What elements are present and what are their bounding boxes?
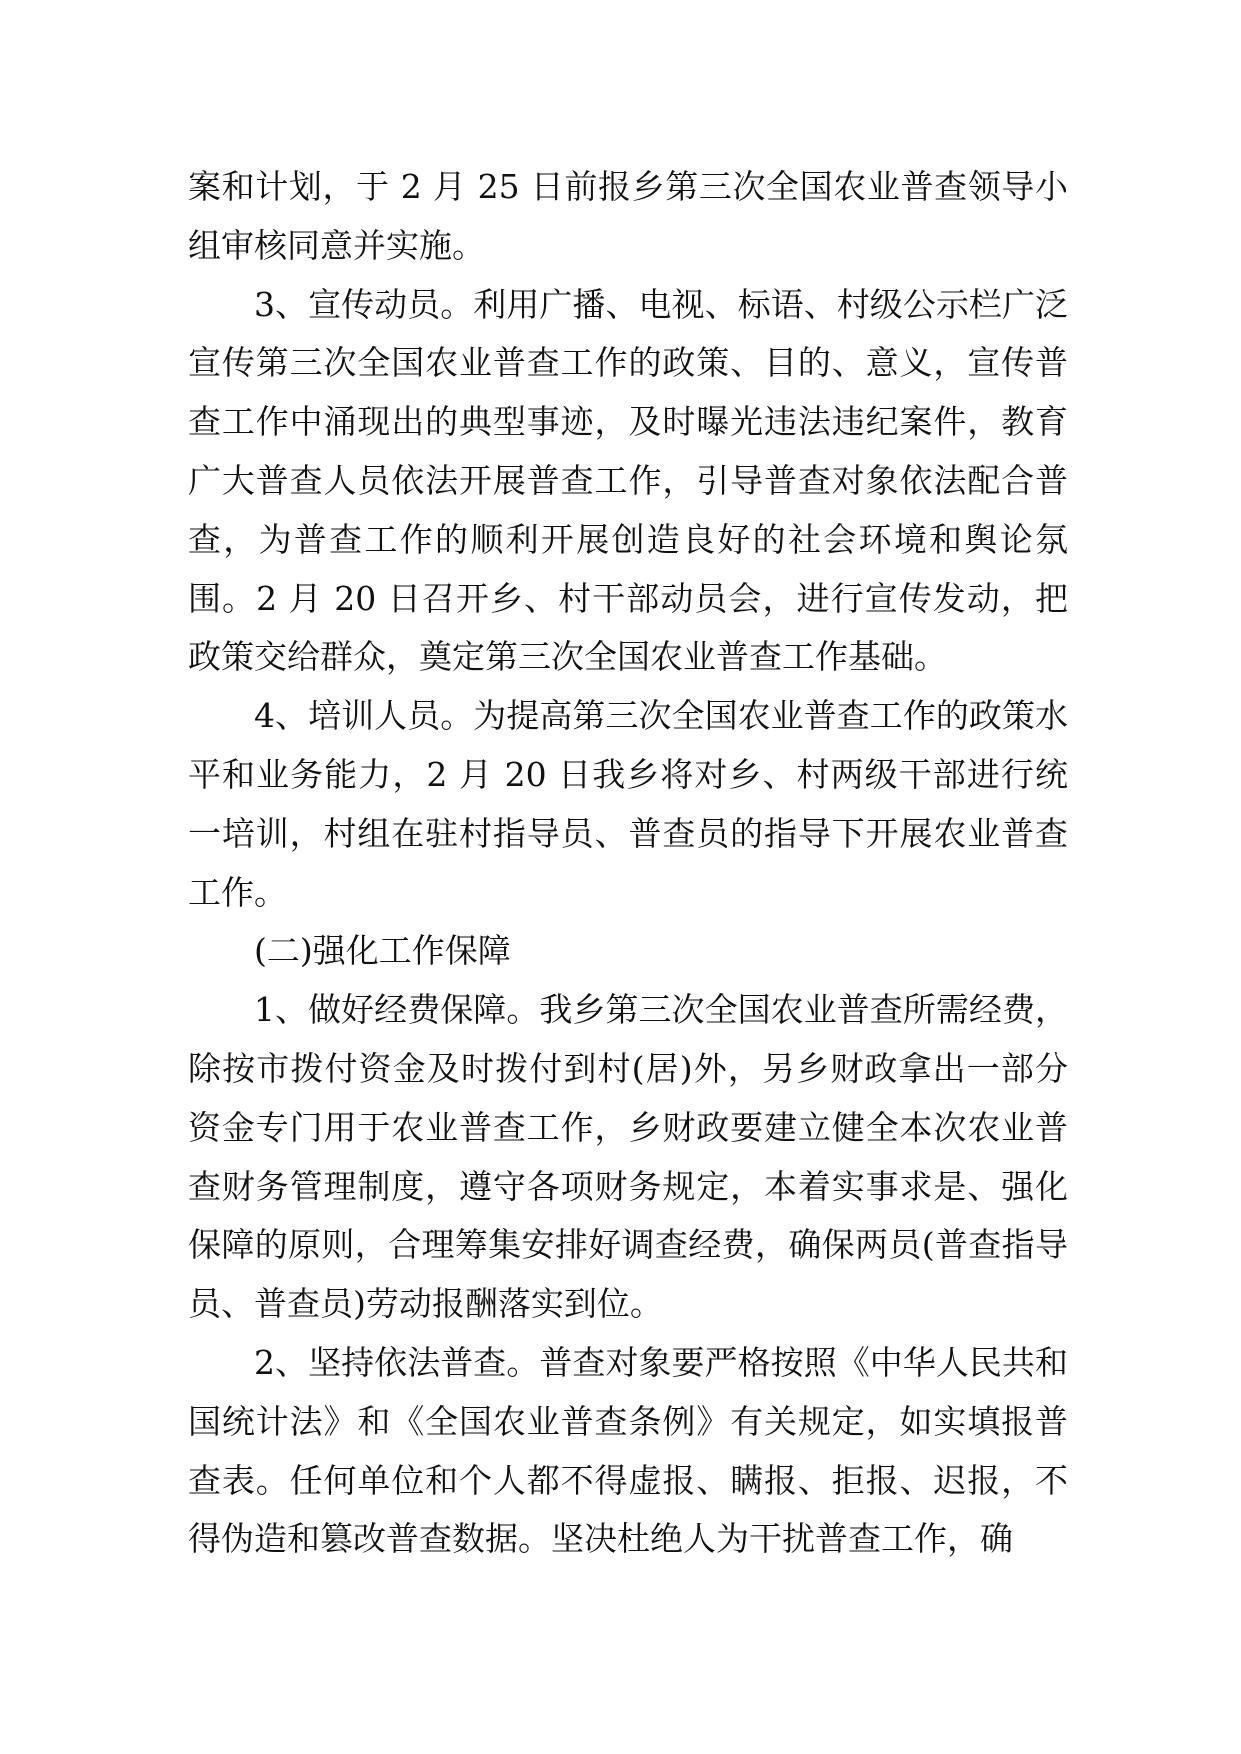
paragraph-staff-training: 4、培训人员。为提高第三次全国农业普查工作的政策水平和业务能力，2 月 20 日我乡将对乡、村两级干部进行统一培训，村组在驻村指导员、普查员的指导下开展农业普查工作。: [188, 696, 1068, 912]
paragraph-publicity-mobilization: 3、宣传动员。利用广播、电视、标语、村级公示栏广泛宣传第三次全国农业普查工作的政策、目的、意义，宣传普查工作中涌现出的典型事迹，及时曝光违法违纪案件，教育广大普查人员依法开展普查工作，引导普查对象依法配合普查，为普查工作的顺利开展创造良好的社会环境和舆论氛围。2 月 20 日召开乡、村干部动员会，进行宣传发动，把政策交给群众，奠定第三次全国农业普查工作基础。: [188, 284, 1068, 677]
paragraph-lawful-census: 2、坚持依法普查。普查对象要严格按照《中华人民共和国统计法》和《全国农业普查条例》有关规定，如实填报普查表。任何单位和个人都不得虚报、瞒报、拒报、迟报，不得伪造和篡改普查数据。坚决杜绝人为干扰普查工作，确: [188, 1342, 1068, 1559]
paragraph-plan-continuation: 案和计划，于 2 月 25 日前报乡第三次全国农业普查领导小组审核同意并实施。: [188, 167, 1068, 265]
document-body: [188, 158, 1068, 1569]
section-heading-work-guarantee: (二)强化工作保障: [254, 931, 511, 971]
paragraph-funding-guarantee: 1、做好经费保障。我乡第三次全国农业普查所需经费，除按市拨付资金及时拨付到村(居)外，另乡财政拿出一部分资金专门用于农业普查工作，乡财政要建立健全本次农业普查财务管理制度，遵守各项财务规定，本着实事求是、强化保障的原则，合理筹集安排好调查经费，确保两员(普查指导员、普查员)劳动报酬落实到位。: [188, 990, 1068, 1324]
